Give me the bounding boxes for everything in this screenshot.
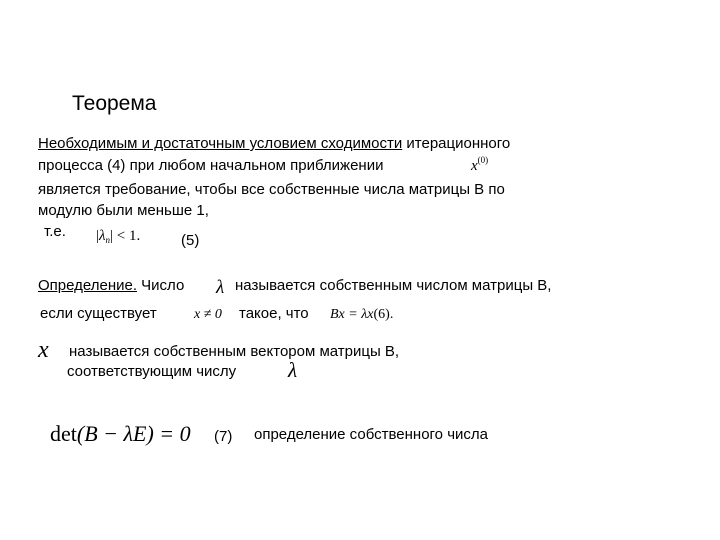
definition-line-1 (38, 277, 184, 295)
theorem-line-4: модулю были меньше 1, (38, 202, 209, 219)
abs-bar-right: | (110, 228, 114, 244)
characteristic-equation (50, 421, 191, 447)
condition-rest: < 1. (113, 228, 141, 244)
definition-line-2: если существует (40, 305, 157, 322)
lambda-symbol: λ (216, 277, 225, 298)
x-nonzero-formula: x ≠ 0 (194, 307, 222, 322)
definition-text-a: Число (137, 277, 185, 294)
eigenvalue-condition-formula (96, 228, 140, 245)
eigen-equation-formula (330, 307, 393, 323)
eigen-equation: Bx = λx (330, 307, 374, 322)
lambda-n-subscript: n (105, 235, 111, 245)
definition-text-such-that: такое, что (239, 305, 309, 322)
definition-line-4: соответствующим числу (67, 363, 237, 380)
x-vector-symbol: x (38, 337, 49, 363)
theorem-condition-underlined: Необходимым и достаточным условием сходимости (38, 135, 403, 152)
definition-line-3: называется собственным вектором матрицы B, (69, 343, 400, 360)
theorem-line-3: является требование, чтобы все собственные числа матрицы B по (38, 181, 505, 198)
characteristic-equation-caption: определение собственного числа (254, 426, 488, 443)
abs-bar-left: | (96, 228, 100, 244)
x0-base: x (471, 158, 478, 174)
definition-label: Определение. (38, 277, 138, 294)
lambda-symbol-2: λ (288, 358, 298, 382)
lambda-n: λ (99, 228, 106, 244)
theorem-title: Теорема (72, 92, 157, 115)
formula-number-6: (6). (373, 307, 394, 322)
theorem-line-2: процесса (4) при любом начальном приближении (38, 157, 384, 174)
formula-number-7: (7) (214, 428, 233, 445)
characteristic-equation-body: (B − λE) = 0 (76, 421, 191, 446)
definition-text-b: называется собственным числом матрицы B, (235, 277, 552, 294)
det-operator: det (50, 421, 77, 446)
formula-number-5: (5) (181, 232, 200, 249)
theorem-line-1-rest: итерационного (402, 135, 511, 152)
x0-superscript: (0) (477, 155, 489, 165)
initial-approx-formula (471, 155, 488, 175)
theorem-line-1 (38, 135, 510, 153)
te-label: т.е. (44, 223, 66, 240)
